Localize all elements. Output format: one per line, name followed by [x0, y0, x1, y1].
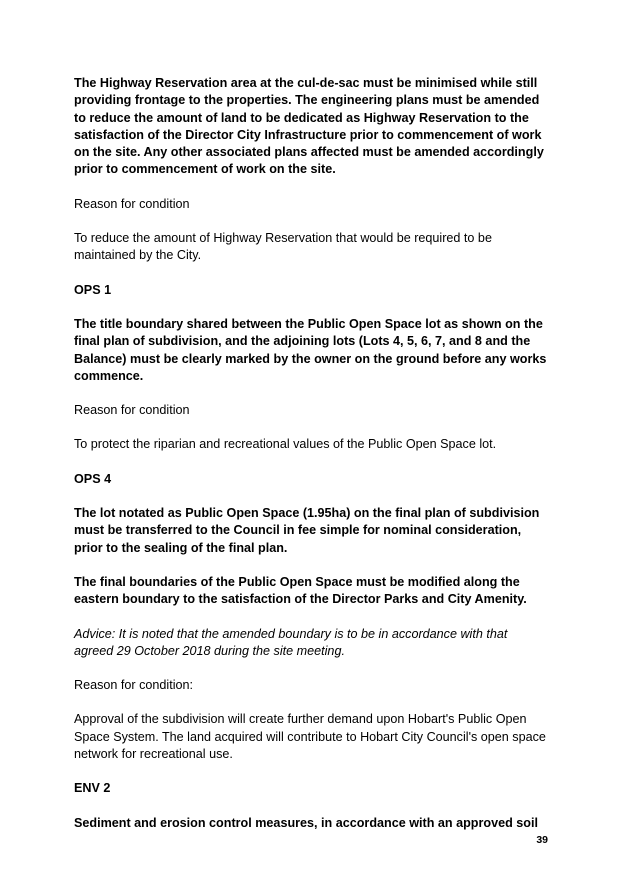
- reason-text: To reduce the amount of Highway Reservation that would be required to be maintained by the City.: [74, 231, 492, 263]
- page-content: [74, 75, 550, 849]
- condition-highway-reservation-text: The Highway Reservation area at the cul-de-sac must be minimised while still providing frontage to the properties. The engineering plans must be amended to reduce the amount of land to be dedicated as Highway Reservation to the satisfaction of the Director City Infrastructure prior to commencement of work on the site. Any other associated plans affected must be amended accordingly prior to commencement of work on the site.: [74, 76, 544, 177]
- condition-code-ops-4: OPS 4: [74, 471, 112, 486]
- condition-code-env-2: ENV 2: [74, 781, 111, 796]
- condition-ops-4-text: The lot notated as Public Open Space (1.95ha) on the final plan of subdivision must be transferred to the Council in fee simple for nominal consideration, prior to the sealing of the final plan.: [74, 506, 540, 555]
- reason-heading: Reason for condition: [74, 403, 190, 418]
- reason-text: To protect the riparian and recreational values of the Public Open Space lot.: [74, 437, 497, 452]
- condition-ops-4-boundary-text: The final boundaries of the Public Open Space must be modified along the eastern boundary to the satisfaction of the Director Parks and City Amenity.: [74, 574, 527, 607]
- condition-code-ops-1: OPS 1: [74, 282, 112, 297]
- reason-text: Approval of the subdivision will create further demand upon Hobart's Public Open Space System. The land acquired will contribute to Hobart City Council's open space network for recreational use.: [74, 712, 546, 762]
- condition-env-2-text: Sediment and erosion control measures, in accordance with an approved soil: [74, 815, 538, 830]
- condition-ops-1-text: The title boundary shared between the Public Open Space lot as shown on the final plan of subdivision, and the adjoining lots (Lots 4, 5, 6, 7, and 8 and the Balance) must be clearly marked by the owner on the ground before any works commence.: [74, 316, 547, 383]
- page-number: 39: [536, 834, 548, 846]
- reason-heading: Reason for condition:: [74, 678, 194, 693]
- reason-heading: Reason for condition: [74, 196, 190, 211]
- advice-note: Advice: It is noted that the amended boundary is to be in accordance with that agreed 29 October 2018 during the site meeting.: [74, 626, 508, 658]
